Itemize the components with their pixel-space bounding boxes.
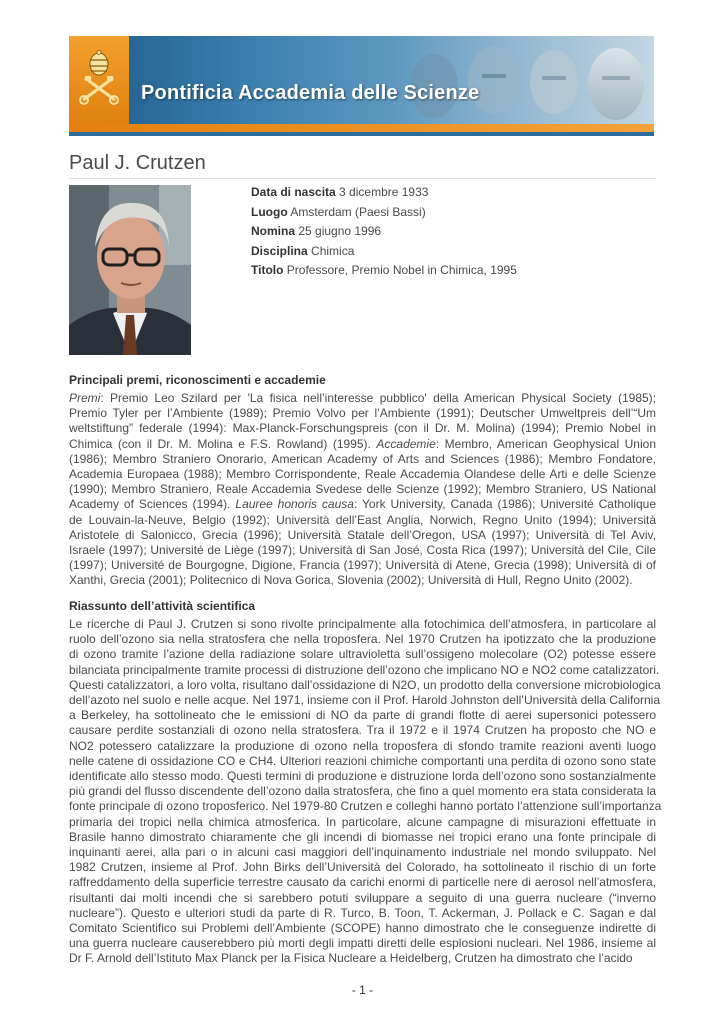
text-line: Academy of Sciences (1994). Lauree honoris causa: York University, Canada (1986); Université Catholique xyxy=(69,497,657,512)
text-line: una guerra nucleare causerebbero più morti degli impatti diretti delle esplosioni nucleari. Nel 1986, insieme al xyxy=(69,936,656,951)
place-label: Luogo xyxy=(251,204,288,219)
summary-heading: Riassunto dell’attività scientifica xyxy=(69,599,256,613)
text-line: Chimica (con il Dr. M. Molina e F.S. Rowland) (1995). Accademie: Membro, American Geophysical Union xyxy=(69,436,656,451)
discipline-row xyxy=(251,242,517,262)
text-line: Israele (1997); Université de Liège (1997); Università di San José, Costa Rica (1997); Università del Cile, Cile xyxy=(69,543,656,558)
bio-info xyxy=(251,183,517,281)
portrait-photo xyxy=(69,185,191,355)
text-line: de Louvain-la-Neuve, Belgio (1992); Università dell’East Anglia, Norwich, Regno Unito (1994); Università xyxy=(69,512,656,527)
banner-orange-stripe xyxy=(69,124,654,132)
text-line: più grandi del flusso discendente dell’ozono dalla stratosfera, che fino a quel momento era stata considerata la xyxy=(69,784,657,799)
place-row xyxy=(251,203,517,223)
appointment-row xyxy=(251,222,517,242)
text-line: inquinanti aerei, alla pari o in alcuni casi maggiori dell’inquinamento industriale nel mondo sviluppato. Nel xyxy=(69,845,656,860)
text-line: risultanti dai molti incendi che si sarebbero potuti sviluppare a seguito di una guerra nucleare (“inverno xyxy=(69,890,656,905)
text-line: Academia Europaea (1988); Membro Corrispondente, Reale Accademia Olandese delle Arti e delle Scienze xyxy=(69,467,656,482)
header-banner xyxy=(69,36,654,136)
appointment-label: Nomina xyxy=(251,224,296,239)
title-row xyxy=(251,261,517,281)
text-line: Premi: Premio Leo Szilard per 'La fisica nell’interesse pubblico' della American Physical Society (1985); xyxy=(69,391,656,405)
text-line: (1997); Université de Bourgogne, Digione, Francia (1997); Università di Atene, Grecia (1998); Università di of xyxy=(69,558,656,573)
text-line: Xanthi, Grecia (2001); Politecnico di Nova Gorica, Slovenia (2002); Università di Hull, Regno Unito (2002). xyxy=(69,573,633,588)
text-line: (1990); Membro Straniero, Reale Accademia Svedese delle Scienze (1992); Membro Straniero, US National xyxy=(69,482,656,497)
text-line: raffreddamento della superficie terrestre causato da carichi enormi di particelle nere di aerosol nell’atmosfera, xyxy=(69,875,656,890)
banner-title: Pontificia Accademia delle Scienze xyxy=(141,82,480,104)
place-value: Amsterdam (Paesi Bassi) xyxy=(290,204,426,219)
text-line: nucleare”). Questo e ulteriori studi da parte di R. Turco, B. Toon, T. Ackerman, J. Pollack e C. Sagan e dal xyxy=(69,905,656,920)
text-line: dell’azoto nel suolo e nelle acque. Nel 1971, insieme con il Prof. Harold Johnston dell’Università della California xyxy=(69,693,660,708)
text-line: 1982 Crutzen, insieme al Prof. John Birks dell’Università del Colorado, ha sottolineato il rischio di un forte xyxy=(69,860,656,875)
birth-label: Data di nascita xyxy=(251,185,336,199)
text-line: Questi catalizzatori, a loro volta, risultano dall’ossidazione di N2O, un prodotto della conversione microbiologica xyxy=(69,677,661,692)
text-line: Dr F. Arnold dell’Istituto Max Planck per la Fisica Nucleare a Heidelberg, Crutzen ha dimostrato che l’acido xyxy=(69,951,633,966)
text-line: nelle catene di ossidazione CO e CH4. Ulteriori reazioni chimiche comportanti una perdita di ozono sono state xyxy=(69,753,656,768)
text-line: NO2 potessero catalizzare la produzione di ozono nella troposfera di sfondo tramite reazioni aventi luogo xyxy=(69,738,656,753)
portrait-image xyxy=(69,185,191,355)
text-line: a Berkeley, ha sottolineato che le emissioni di NO da parte di grandi flotte di aerei supersonici potessero xyxy=(69,708,656,723)
appointment-value: 25 giugno 1996 xyxy=(298,224,382,239)
text-line: Le ricerche di Paul J. Crutzen si sono rivolte principalmente alla fotochimica dell’atmosfera, in particolare al xyxy=(69,617,656,631)
papal-keys-icon xyxy=(77,50,121,106)
title-divider xyxy=(69,178,656,179)
text-line: Premio Tyler per l’Ambiente (1989); Premio Volvo per l’Ambiente (1991); Deutscher Umweltpreis dell’“Um xyxy=(69,406,656,421)
page-title: Paul J. Crutzen xyxy=(69,152,206,174)
text-line: di ozono tramite l’azione della radiazione solare ultravioletta sull’ossigeno molecolare (O2) potesse essere xyxy=(69,647,656,662)
birth-value: 3 dicembre 1933 xyxy=(339,185,429,199)
scientists-portraits xyxy=(394,36,654,124)
page-number: - 1 - xyxy=(351,983,374,997)
banner-blue-stripe xyxy=(69,132,654,136)
text-line: primaria dei tropici nella chimica atmosferica. In particolare, alcune campagne di misurazioni effettuate in xyxy=(69,814,656,829)
text-line: Comitato Scientifico sui Problemi dell’Ambiente (SCOPE) hanno dimostrato che le conseguenze indirette di xyxy=(69,921,656,936)
text-line: bilanciata principalmente tramite processi di distruzione dell’ozono che implicano NO e NO2 come catalizzatori. xyxy=(69,662,660,677)
discipline-label: Disciplina xyxy=(251,243,308,258)
birth-row xyxy=(251,183,517,203)
text-line: Aristotele di Salonicco, Grecia (1996); Università Statale dell’Oregon, USA (1997); Università di Tel Aviv, xyxy=(69,527,656,542)
text-line: causare perdite sostanziali di ozono nella stratosfera. Tra il 1972 e il 1974 Crutzen ha proposto che NO e xyxy=(69,723,656,738)
text-line: weltstiftung” federale (1994): Max-Planck-Forschungspreis (con il Dr. M. Molina) (1994); Premio Nobel in xyxy=(69,421,656,436)
text-line: Brasile hanno dimostrato chiaramente che gli incendi di biomasse nei tropici erano una fonte principale di xyxy=(69,829,656,844)
title-label: Titolo xyxy=(251,263,284,278)
text-line: ruolo dell’ozono sia nella stratosfera che nella troposfera. Nel 1970 Crutzen ha ipotizzato che la produzione xyxy=(69,632,656,647)
text-line: identificate allo stesso modo. Questi termini di produzione e distruzione lorda dell’ozono sono sostanzialmente xyxy=(69,769,656,784)
awards-paragraph xyxy=(69,391,656,589)
discipline-value: Chimica xyxy=(311,243,355,258)
title-value: Professore, Premio Nobel in Chimica, 1995 xyxy=(286,263,517,278)
text-line: fonte principale di ozono troposferico. Nel 1979-80 Crutzen e colleghi hanno portato l’attenzione sull’importanza xyxy=(69,799,662,814)
summary-paragraph xyxy=(69,617,662,967)
awards-heading: Principali premi, riconoscimenti e accademie xyxy=(69,373,326,387)
text-line: (1986); Membro Straniero Onorario, American Academy of Arts and Sciences (1986); Membro Fondatore, xyxy=(69,451,656,466)
logo xyxy=(69,36,129,124)
